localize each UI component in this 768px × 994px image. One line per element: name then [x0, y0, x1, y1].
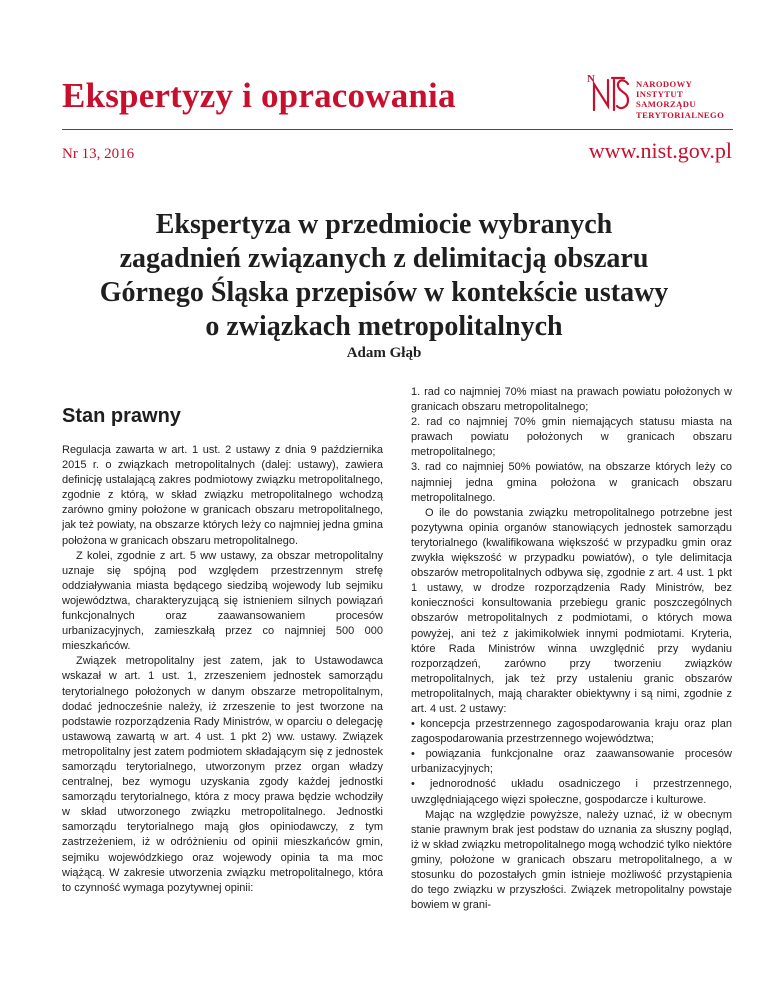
svg-text:N: N — [587, 73, 595, 85]
issue-number: Nr 13, 2016 — [62, 146, 135, 162]
nist-logo — [584, 70, 734, 130]
right-text-column — [411, 385, 732, 913]
list-item: 3. rad co najmniej 50% powiatów, na obszarze których leży co najmniej jedna gmina położona w granicach obszaru metropolitalnego. — [411, 461, 732, 504]
nist-logo-icon — [584, 70, 632, 124]
paragraph: Z kolei, zgodnie z art. 5 ww ustawy, za obszar metropolitalny uznaje się spójną pod względem przestrzennym strefę oddziaływania miasta będącego siedzibą wojewody lub sejmiku województwa, charakteryzującą się istnieniem silnych powiązań funkcjonalnych oraz zaawansowaniem procesów urbanizacyjnych, zamieszkałą przez co najmniej 500 000 mieszkańców. — [62, 549, 383, 653]
publication-series-title: Ekspertyzy i opracowania — [62, 76, 456, 115]
logo-text-line: SAMORZĄDU — [636, 99, 696, 110]
header-divider — [62, 129, 733, 130]
section-heading: Stan prawny — [62, 405, 181, 427]
logo-text-line: INSTYTUT — [636, 89, 684, 100]
document-title-line: zagadnień związanych z delimitacją obszaru — [119, 243, 649, 274]
document-title-line: Górnego Śląska przepisów w kontekście ustawy — [99, 277, 669, 308]
website-link[interactable]: www.nist.gov.pl — [588, 138, 732, 163]
logo-text-line: TERYTORIALNEGO — [636, 109, 725, 120]
author-name: Adam Głąb — [346, 345, 422, 361]
document-title-line: Ekspertyza w przedmiocie wybranych — [155, 209, 613, 240]
document-title-line: o związkach metropolitalnych — [205, 311, 563, 342]
bullet-item: • jednorodność układu osadniczego i przestrzennego, uwzględniającego więzi społeczne, gospodarcze i kulturowe. — [411, 778, 732, 806]
paragraph: Mając na względzie powyższe, należy uznać, iż w obecnym stanie prawnym brak jest podstaw do uznania za słuszny pogląd, iż w skład związku metropolitalnego mogą wchodzić tylko niektóre gminy, położone w granicach obszaru metropolitalnego, a w stosunku do pozostałych gmin istnieje możliwość przystąpienia do tego związku w przyszłości. Związek metropolitalny powstaje bowiem w grani- — [411, 808, 732, 912]
paragraph: Regulacja zawarta w art. 1 ust. 2 ustawy z dnia 9 października 2015 r. o związkach metropolitalnych (dalej: ustawy), zawiera definicję ustalającą zakres podmiotowy związku metropolitalnego, zgodnie z którą, w skład związku metropolitalnego wchodzą zarówno gminy położone w granicach obszaru metropolitalnego, jak też powiaty, na obszarze których leży co najmniej jedna gmina położona w granicach obszaru metropolitalnego. — [62, 444, 383, 547]
list-item: 2. rad co najmniej 70% gmin niemających statusu miasta na prawach powiatu położonych w granicach obszaru metropolitalnego; — [411, 416, 732, 459]
paragraph: Związek metropolitalny jest zatem, jak to Ustawodawca wskazał w art. 1 ust. 1, zrzeszeniem jednostek samorządu terytorialnego położonych w danym obszarze metropolitalnym, dodać jednocześnie należy, iż zrzeszenie to jest tworzone na podstawie rozporządzenia Rady Ministrów, w oparciu o delegację ustawową zawartą w art. 4 ust. 1 pkt 2) ww. ustawy. Związek metropolitalny jest zatem podmiotem składającym się z jednostek samorządu terytorialnego, utworzonym przez organ władzy centralnej, bez wymogu uzyskania zgody każdej jednostki samorządu terytorialnego, która z mocy prawa będzie wchodziły w skład utworzonego związku metropolitalnego. Jednostki samorządu terytorialnego mają głos opiniodawczy, z tym zastrzeżeniem, iż w odróżnieniu od opinii mieszkańców gmin, sejmiku wojewódzkiego oraz wojewody opinia ta ma moc wiążącą. W zakresie utworzenia związku metropolitalnego, która to czynność wymaga pozytywnej opinii: — [62, 655, 383, 894]
left-text-column — [62, 443, 383, 896]
bullet-item: • powiązania funkcjonalne oraz zaawansowanie procesów urbanizacyjnych; — [411, 748, 732, 776]
list-item: 1. rad co najmniej 70% miast na prawach powiatu położonych w granicach obszaru metropolitalnego; — [411, 386, 732, 414]
paragraph: O ile do powstania związku metropolitalnego potrzebne jest pozytywna opinia organów stanowiących jednostek samorządu terytorialnego (kwalifikowana większość w przypadku gmin oraz zwykła większość w przypadku powiatów), o tyle delimitacja obszarów metropolitalnych odbywa się, zgodnie z art. 4 ust. 1 pkt 1 ustawy, w drodze rozporządzenia Rady Ministrów, bez konieczności konsultowania przebiegu granic poszczególnych obszarów metropolitalnych z podmiotami, o których mowa powyżej, ani też z jakimikolwiek innymi podmiotami. Kryteria, które Rada Ministrów winna uwzględnić przy wydaniu rozporządzeń, zarówno przy tworzeniu związków metropolitalnych, jak też przy ustaleniu granic obszarów metropolitalnych, mają charakter obiektywny i są nimi, zgodnie z art. 4 ust. 2 ustawy: — [411, 506, 732, 715]
logo-text-line: NARODOWY — [636, 79, 693, 89]
bullet-item: • koncepcja przestrzennego zagospodarowania kraju oraz plan zagospodarowania przestrzennego województwa; — [411, 718, 732, 746]
document-title — [40, 208, 728, 344]
